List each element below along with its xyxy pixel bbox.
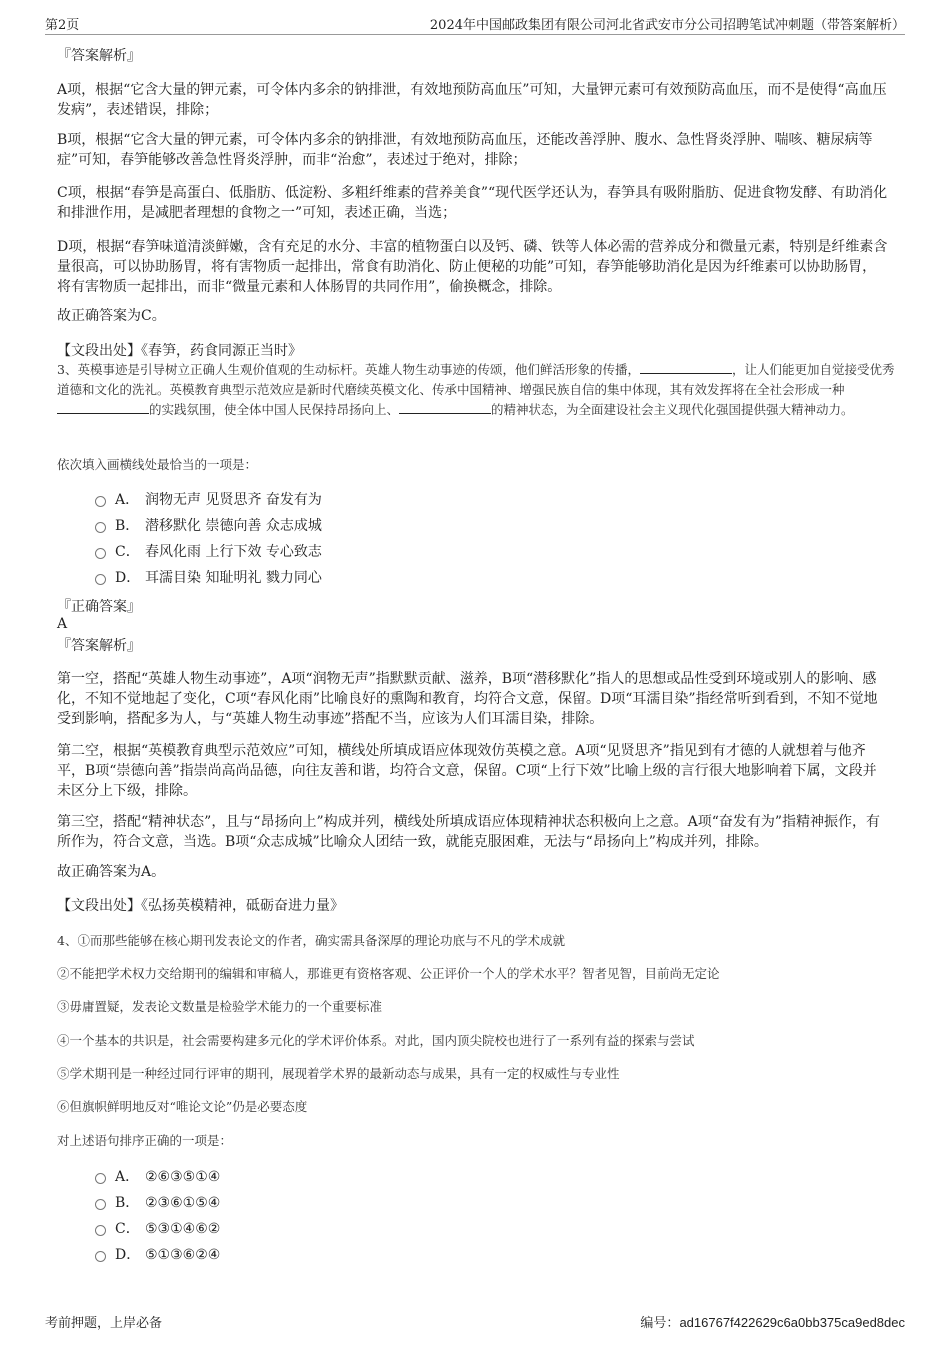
blank-2 — [57, 401, 149, 414]
q2-analysis-para-b: B项，根据“它含大量的钾元素，可令体内多余的钠排泄，有效地预防高血压，还能改善浮肿、腹水、急性肾炎浮肿、喘咳、糖尿病等症”可知，春笋能够改善急性肾炎浮肿，而非“治愈”，表述过于绝对，排除； — [57, 132, 873, 168]
page-number: 第2页 — [45, 18, 80, 33]
radio-icon[interactable] — [95, 496, 106, 507]
q4-sentence-3: ③毋庸置疑，发表论文数量是检验学术能力的一个重要标准 — [57, 999, 383, 1014]
q4-sentence-4: ④一个基本的共识是，社会需要构建多元化的学术评价体系。对此，国内顶尖院校也进行了一系列有益的探索与尝试 — [57, 1033, 695, 1048]
q2-analysis-para-c: C项，根据“春笋是高蛋白、低脂肪、低淀粉、多粗纤维素的营养美食”“现代医学还认为，春笋具有吸附脂肪、促进食物发酵、有助消化和排泄作用，是减肥者理想的食物之一”可知，表述正确，当选； — [57, 185, 888, 221]
q3-option-a[interactable]: A． 润物无声 见贤思齐 奋发有为 — [95, 490, 322, 510]
q3-analysis-para-2: 第二空，根据“英模教育典型示范效应”可知，横线处所填成语应体现效仿英模之意。A项“见贤思齐”指见到有才德的人就想着与他齐平，B项“崇德向善”指崇尚高尚品德，向往友善和谐，均符合文意，保留。C项“上行下效”比喻上级的言行很大地影响着下属，文段并未区分上下级，排除。 — [57, 743, 877, 799]
radio-icon[interactable] — [95, 1173, 106, 1184]
document-title: 2024年中国邮政集团有限公司河北省武安市分公司招聘笔试冲刺题（带答案解析） — [429, 18, 905, 33]
radio-icon[interactable] — [95, 548, 106, 559]
blank-3 — [399, 401, 491, 414]
radio-icon[interactable] — [95, 574, 106, 585]
q4-option-a[interactable]: A． ②⑥③⑤①④ — [95, 1167, 220, 1187]
radio-icon[interactable] — [95, 1251, 106, 1262]
q3-answer-label: 『正确答案』 — [57, 599, 141, 615]
q3-analysis-label: 『答案解析』 — [57, 638, 141, 654]
q2-source: 【文段出处】《春笋，药食同源正当时》 — [57, 343, 302, 359]
q4-sentence-2: ②不能把学术权力交给期刊的编辑和审稿人，那谁更有资格客观、公正评价一个人的学术水平？智者见智，目前尚无定论 — [57, 966, 720, 981]
blank-1 — [640, 361, 732, 374]
q3-stem: 3、英模事迹是引导树立正确人生观价值观的生动标杆。英雄人物生动事迹的传颂，他们鲜活形象的传播， ，让人们能更加自觉接受优秀道德和文化的洗礼。英模教育典型示范效应是新时代磨续英模文化、传承中国精神、增强民族自信的集中体现，其有效发挥将在全社会形成一种的实践氛围，使全体中国人民保持昂扬向上、 的精神状态，为全面建设社会主义现代化强国提供强大精神动力。 — [57, 362, 895, 417]
q3-option-c[interactable]: C． 春风化雨 上行下效 专心致志 — [95, 542, 322, 562]
q4-sentence-6: ⑥但旗帜鲜明地反对“唯论文论”仍是必要态度 — [57, 1099, 308, 1114]
footer-slogan: 考前押题，上岸必备 — [45, 1316, 163, 1331]
q2-analysis-para-d: D项，根据“春笋味道清淡鲜嫩，含有充足的水分、丰富的植物蛋白以及钙、磷、铁等人体必需的营养成分和微量元素，特别是纤维素含量很高，可以协助肠胃，将有害物质一起排出，常食有助消化、防止便秘的功能”可知，春笋能够助消化是因为纤维素可以协助肠胃，将有害物质一起排出，而非“微量元素和人体肠胃的共同作用”，偷换概念，排除。 — [57, 239, 888, 295]
q3-instruction: 依次填入画横线处最恰当的一项是： — [57, 457, 258, 472]
q4-option-d[interactable]: D． ⑤①③⑥②④ — [95, 1245, 220, 1265]
radio-icon[interactable] — [95, 1225, 106, 1236]
radio-icon[interactable] — [95, 522, 106, 533]
q4-sentence-5: ⑤学术期刊是一种经过同行评审的期刊，展现着学术界的最新动态与成果，具有一定的权威性与专业性 — [57, 1066, 620, 1081]
q4-instruction: 对上述语句排序正确的一项是： — [57, 1133, 233, 1148]
q3-source: 【文段出处】《弘扬英模精神，砥砺奋进力量》 — [57, 898, 344, 914]
q3-analysis-para-1: 第一空，搭配“英雄人物生动事迹”，A项“润物无声”指默默贡献、滋养，B项“潜移默化”指人的思想或品性受到环境或别人的影响、感化，不知不觉地起了变化，C项“春风化雨”比喻良好的熏陶和教育，均符合文意，保留。D项“耳濡目染”指经常听到看到，不知不觉地受到影响，搭配多为人，与“英雄人物生动事迹”搭配不当，应该为人们耳濡目染，排除。 — [57, 671, 878, 727]
q3-analysis-para-3: 第三空，搭配“精神状态”，且与“昂扬向上”构成并列，横线处所填成语应体现精神状态积极向上之意。A项“奋发有为”指精神振作，有所作为，符合文意，当选。B项“众志成城”比喻众人团结一致，就能克服困难，无法与“昂扬向上”构成并列，排除。 — [57, 814, 881, 850]
q3-option-b[interactable]: B． 潜移默化 崇德向善 众志成城 — [95, 516, 322, 536]
radio-icon[interactable] — [95, 1199, 106, 1210]
q4-sentence-1: 4、①而那些能够在核心期刊发表论文的作者，确实需具备深厚的理论功底与不凡的学术成就 — [57, 933, 565, 948]
q3-option-d[interactable]: D． 耳濡目染 知耻明礼 戮力同心 — [95, 568, 322, 588]
q4-option-b[interactable]: B． ②③⑥①⑤④ — [95, 1193, 220, 1213]
q2-analysis-label: 『答案解析』 — [57, 48, 141, 64]
page-header — [45, 12, 905, 35]
q4-option-c[interactable]: C． ⑤③①④⑥② — [95, 1219, 220, 1239]
q2-analysis-para-a: A项，根据“它含大量的钾元素，可令体内多余的钠排泄，有效地预防高血压”可知，大量钾元素可有效预防高血压，而不是使得“高血压发病”，表述错误，排除； — [57, 82, 887, 118]
q3-answer: A — [57, 616, 68, 632]
q2-answer-line: 故正确答案为C。 — [57, 308, 166, 324]
q3-answer-line: 故正确答案为A。 — [57, 864, 166, 880]
document-code: 编号：ad16767f422629c6a0bb375ca9ed8dec — [640, 1315, 905, 1331]
